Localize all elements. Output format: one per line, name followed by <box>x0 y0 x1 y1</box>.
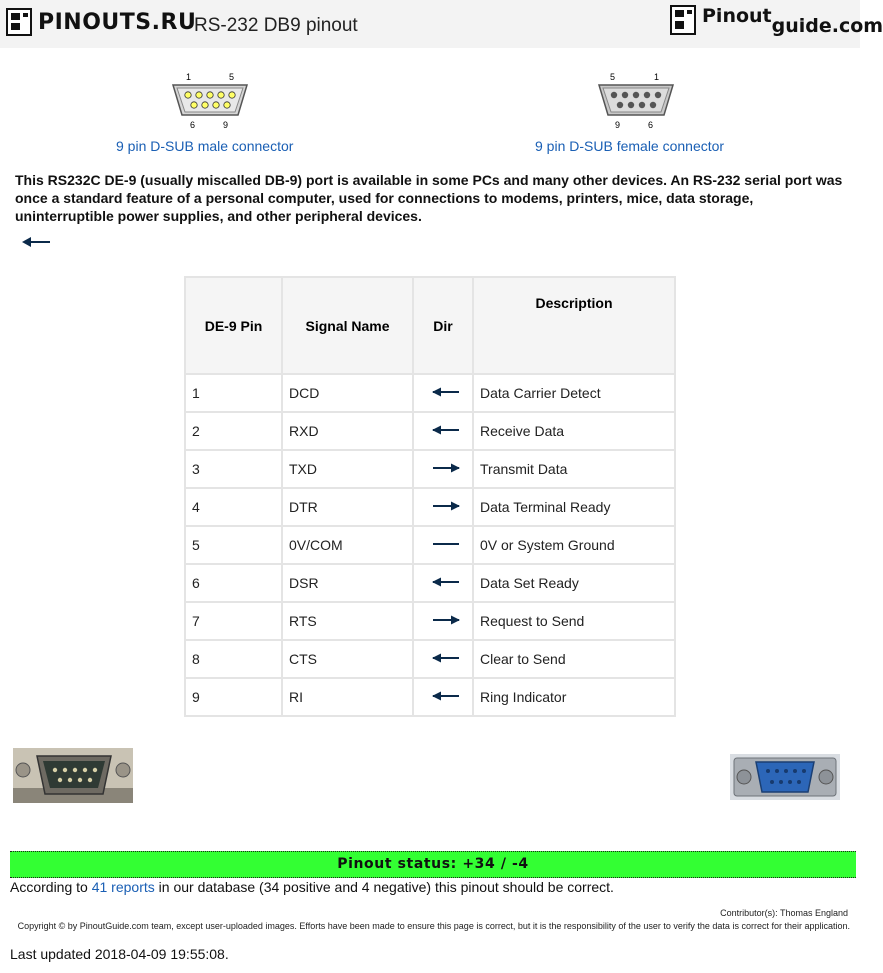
female-connector-diagram <box>596 70 676 132</box>
logo-word-guide: guide.com <box>771 15 883 37</box>
male-pin <box>218 92 224 98</box>
direction-cell <box>413 602 473 640</box>
pin-number-cell: 1 <box>185 374 282 412</box>
signal-name-cell: CTS <box>282 640 413 678</box>
female-pin <box>611 92 617 98</box>
male-pin-label-9: 9 <box>223 120 229 130</box>
column-header-dir: Dir <box>413 277 473 374</box>
arrow-left-icon <box>431 386 461 398</box>
description-cell: Request to Send <box>473 602 675 640</box>
female-pin <box>639 102 645 108</box>
female-pin-label-5: 5 <box>610 72 616 82</box>
arrow-right-icon <box>431 614 461 626</box>
male-pin <box>202 102 208 108</box>
pin-number-cell: 5 <box>185 526 282 564</box>
direction-cell <box>413 564 473 602</box>
male-pin <box>213 102 219 108</box>
description-cell: Data Set Ready <box>473 564 675 602</box>
site-header <box>0 0 883 48</box>
description-cell: Clear to Send <box>473 640 675 678</box>
signal-name-cell: RI <box>282 678 413 716</box>
pin-number-cell: 4 <box>185 488 282 526</box>
arrow-left-icon <box>431 424 461 436</box>
signal-name-cell: RXD <box>282 412 413 450</box>
pinouts-ru-logo[interactable] <box>6 8 196 36</box>
male-pin-label-6: 6 <box>190 120 196 130</box>
direction-cell <box>413 374 473 412</box>
pinoutguide-logo-icon <box>670 5 696 35</box>
table-row <box>185 412 675 450</box>
direction-cell <box>413 678 473 716</box>
male-pin-label-5: 5 <box>229 72 235 82</box>
reports-summary <box>10 879 614 895</box>
female-pin <box>628 102 634 108</box>
direction-cell <box>413 412 473 450</box>
table-row <box>185 526 675 564</box>
column-header-signal: Signal Name <box>282 277 413 374</box>
female-pin <box>622 92 628 98</box>
pin-number-cell: 8 <box>185 640 282 678</box>
reports-link[interactable]: 41 reports <box>91 879 155 895</box>
last-updated: Last updated 2018-04-09 19:55:08. <box>10 946 229 962</box>
arrow-left-icon <box>431 690 461 702</box>
pin-number-cell: 6 <box>185 564 282 602</box>
description-cell: 0V or System Ground <box>473 526 675 564</box>
arrow-left-icon <box>431 652 461 664</box>
female-pin-label-1: 1 <box>654 72 660 82</box>
table-row <box>185 678 675 716</box>
copyright-notice: Copyright © by PinoutGuide.com team, except user-uploaded images. Efforts have been made to ensure this page is correct, but it is the responsibility of the user to verify the data is correct for their application. <box>17 921 850 931</box>
arrow-right-icon <box>431 500 461 512</box>
column-header-description: Description <box>473 277 675 374</box>
table-row <box>185 640 675 678</box>
signal-name-cell: TXD <box>282 450 413 488</box>
table-row <box>185 374 675 412</box>
description-cell: Data Terminal Ready <box>473 488 675 526</box>
description-cell: Transmit Data <box>473 450 675 488</box>
male-pin <box>207 92 213 98</box>
male-connector-photo <box>13 748 133 803</box>
intro-paragraph: This RS232C DE-9 (usually miscalled DB-9) port is available in some PCs and many other devices. An RS-232 serial port was once a standard feature of a personal computer, used for connections to modems, printers, mice, data storage, uninterruptible power supplies, and other peripheral devices. <box>15 172 843 224</box>
female-pin <box>633 92 639 98</box>
signal-name-cell: DTR <box>282 488 413 526</box>
site-name: PINOUTS.RU <box>38 9 197 35</box>
pinouts-logo-icon <box>6 8 32 36</box>
table-row <box>185 564 675 602</box>
male-connector-link[interactable]: 9 pin D-SUB male connector <box>116 138 294 154</box>
description-cell: Data Carrier Detect <box>473 374 675 412</box>
female-pin-label-6: 6 <box>648 120 654 130</box>
direction-cell <box>413 640 473 678</box>
pin-number-cell: 2 <box>185 412 282 450</box>
signal-name-cell: 0V/COM <box>282 526 413 564</box>
male-pin <box>229 92 235 98</box>
male-pin-label-1: 1 <box>186 72 192 82</box>
pin-number-cell: 3 <box>185 450 282 488</box>
table-row <box>185 602 675 640</box>
reports-prefix: According to <box>10 879 92 895</box>
direction-cell <box>413 488 473 526</box>
table-header-row <box>185 277 675 374</box>
male-pin <box>224 102 230 108</box>
pinout-status-bar: Pinout status: +34 / -4 <box>10 851 856 878</box>
page-title: RS-232 DB9 pinout <box>194 15 358 36</box>
direction-cell <box>413 450 473 488</box>
direction-cell <box>413 526 473 564</box>
pin-number-cell: 7 <box>185 602 282 640</box>
signal-name-cell: RTS <box>282 602 413 640</box>
pinout-table <box>184 276 676 717</box>
male-pin <box>196 92 202 98</box>
female-pin-label-9: 9 <box>615 120 621 130</box>
arrow-left-icon <box>20 235 52 249</box>
female-pin <box>617 102 623 108</box>
female-pin <box>644 92 650 98</box>
description-cell: Ring Indicator <box>473 678 675 716</box>
logo-word-pinout: Pinout <box>702 5 772 27</box>
female-pin <box>650 102 656 108</box>
arrow-left-icon <box>431 576 461 588</box>
female-connector-link[interactable]: 9 pin D-SUB female connector <box>535 138 725 154</box>
male-pin <box>191 102 197 108</box>
signal-name-cell: DSR <box>282 564 413 602</box>
description-cell: Receive Data <box>473 412 675 450</box>
table-row <box>185 450 675 488</box>
male-pin <box>185 92 191 98</box>
female-pin <box>655 92 661 98</box>
female-connector-photo <box>730 754 840 800</box>
column-header-pin: DE-9 Pin <box>185 277 282 374</box>
table-row <box>185 488 675 526</box>
arrow-right-icon <box>431 462 461 474</box>
signal-name-cell: DCD <box>282 374 413 412</box>
reports-suffix: in our database (34 positive and 4 negative) this pinout should be correct. <box>154 879 614 895</box>
pinoutguide-logo[interactable] <box>670 5 883 37</box>
contributors: Contributor(s): Thomas England <box>720 908 848 918</box>
pin-number-cell: 9 <box>185 678 282 716</box>
male-connector-diagram <box>170 70 250 132</box>
dash-icon <box>431 538 461 550</box>
